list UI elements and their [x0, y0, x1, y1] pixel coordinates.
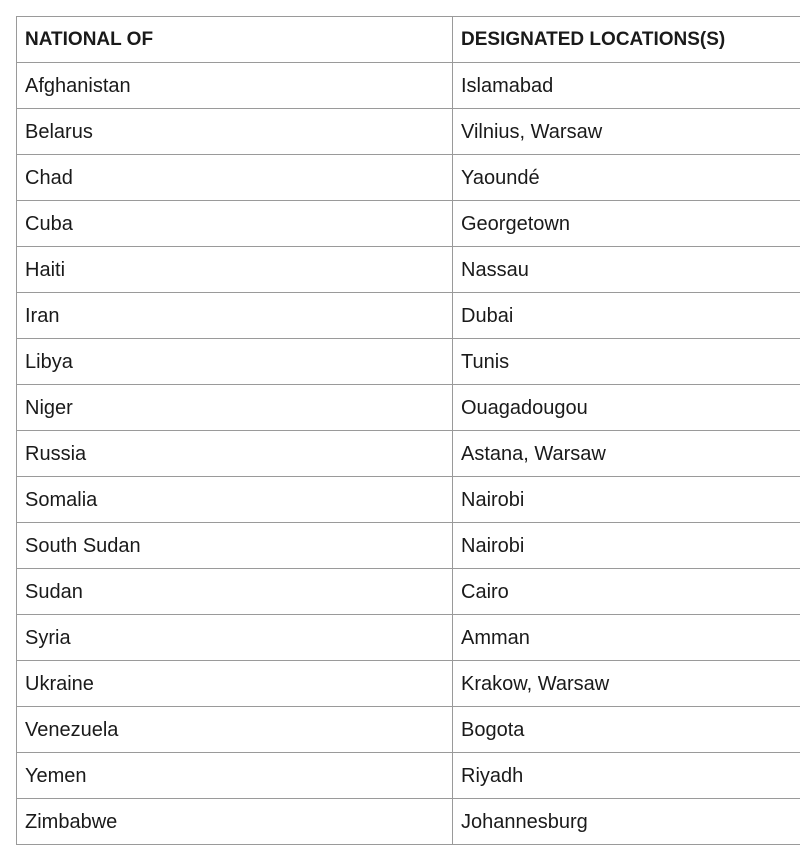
header-row: [17, 17, 800, 63]
location-cell: Nairobi: [453, 523, 800, 569]
location-cell: Amman: [453, 615, 800, 661]
location-cell: Riyadh: [453, 753, 800, 799]
nationality-cell: Zimbabwe: [17, 799, 453, 845]
table-row: [17, 569, 800, 615]
nationality-cell: Sudan: [17, 569, 453, 615]
location-cell: Astana, Warsaw: [453, 431, 800, 477]
nationality-cell: Yemen: [17, 753, 453, 799]
table-row: [17, 155, 800, 201]
table-row: [17, 201, 800, 247]
location-cell: Nassau: [453, 247, 800, 293]
nationality-cell: Libya: [17, 339, 453, 385]
table-row: [17, 707, 800, 753]
table-row: [17, 753, 800, 799]
nationality-cell: Ukraine: [17, 661, 453, 707]
nationality-cell: Russia: [17, 431, 453, 477]
location-cell: Tunis: [453, 339, 800, 385]
nationality-cell: Somalia: [17, 477, 453, 523]
nationality-cell: Iran: [17, 293, 453, 339]
designated-locations-table-container: [16, 16, 800, 845]
location-cell: Bogota: [453, 707, 800, 753]
location-cell: Ouagadougou: [453, 385, 800, 431]
table-row: [17, 615, 800, 661]
location-cell: Dubai: [453, 293, 800, 339]
table-body: [17, 63, 800, 845]
designated-locations-table: [16, 16, 800, 845]
table-row: [17, 293, 800, 339]
table-row: [17, 661, 800, 707]
nationality-cell: Afghanistan: [17, 63, 453, 109]
table-row: [17, 523, 800, 569]
location-cell: Georgetown: [453, 201, 800, 247]
nationality-cell: Cuba: [17, 201, 453, 247]
location-cell: Cairo: [453, 569, 800, 615]
nationality-cell: Syria: [17, 615, 453, 661]
location-cell: Yaoundé: [453, 155, 800, 201]
table-row: [17, 431, 800, 477]
nationality-cell: South Sudan: [17, 523, 453, 569]
table-row: [17, 247, 800, 293]
header-designated-locations: DESIGNATED LOCATIONS(S): [453, 17, 800, 63]
nationality-cell: Niger: [17, 385, 453, 431]
table-row: [17, 339, 800, 385]
header-national-of: NATIONAL OF: [17, 17, 453, 63]
location-cell: Islamabad: [453, 63, 800, 109]
table-row: [17, 477, 800, 523]
table-header: [17, 17, 800, 63]
location-cell: Vilnius, Warsaw: [453, 109, 800, 155]
location-cell: Johannesburg: [453, 799, 800, 845]
location-cell: Krakow, Warsaw: [453, 661, 800, 707]
nationality-cell: Venezuela: [17, 707, 453, 753]
table-row: [17, 799, 800, 845]
table-row: [17, 385, 800, 431]
nationality-cell: Belarus: [17, 109, 453, 155]
table-row: [17, 109, 800, 155]
nationality-cell: Haiti: [17, 247, 453, 293]
table-row: [17, 63, 800, 109]
location-cell: Nairobi: [453, 477, 800, 523]
nationality-cell: Chad: [17, 155, 453, 201]
